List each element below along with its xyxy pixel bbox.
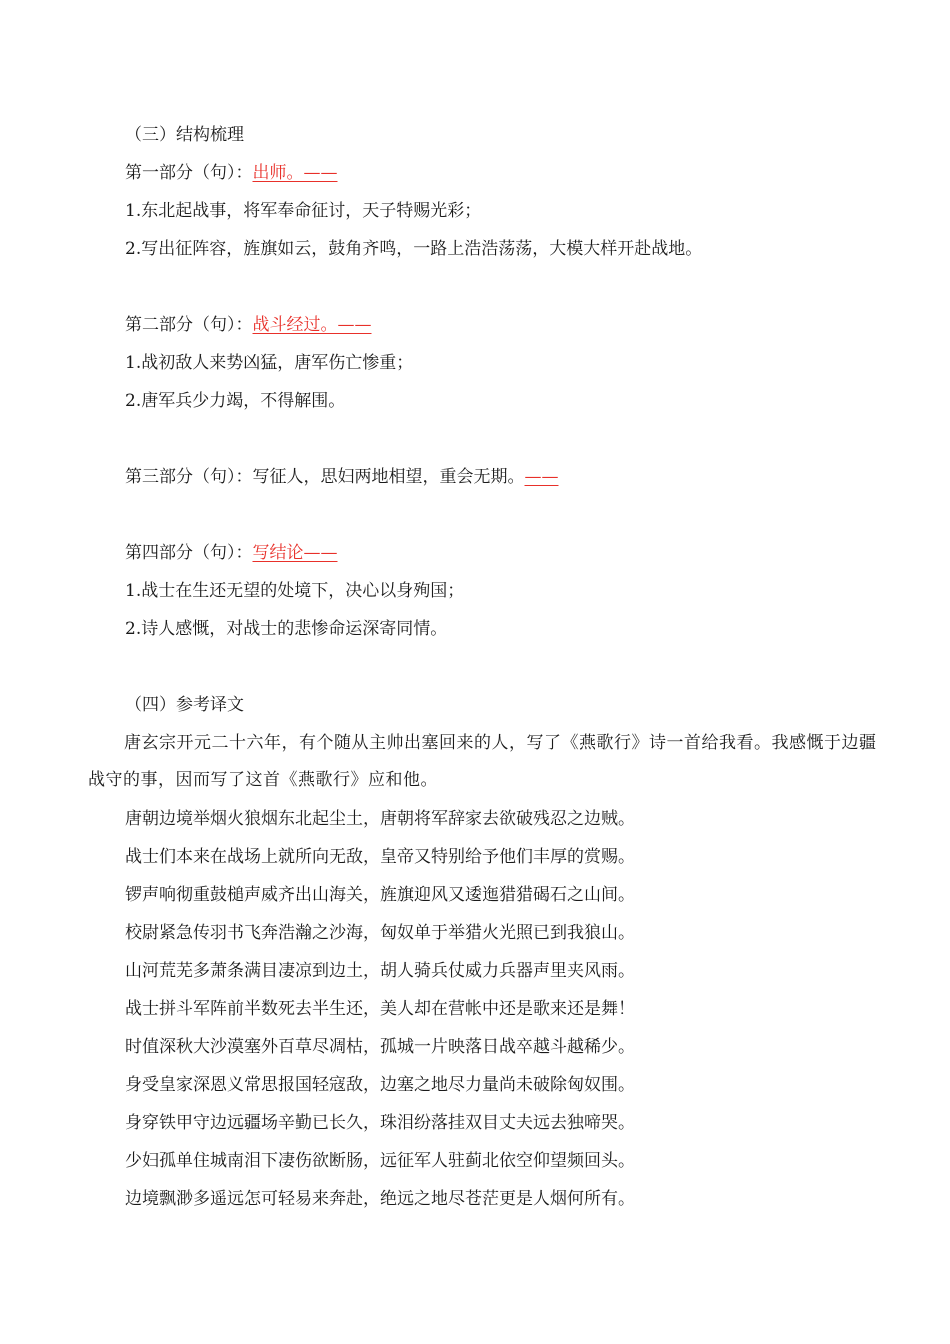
part4-item-2: 2.诗人感慨，对战士的悲惨命运深寄同情。 — [125, 619, 448, 639]
translation-line: 山河荒芜多萧条满目凄凉到边土，胡人骑兵仗威力兵器声里夹风雨。 — [125, 961, 635, 981]
translation-line: 锣声响彻重鼓槌声威齐出山海关，旌旗迎风又逶迤猎猎碣石之山间。 — [125, 885, 635, 905]
part3-title — [125, 465, 559, 489]
section-structure-heading: （三）结构梳理 — [125, 125, 244, 145]
part3-label: 第三部分（句）：写征人，思妇两地相望，重会无期。 — [125, 467, 525, 487]
part1-item-1: 1.东北起战事，将军奉命征讨，天子特赐光彩； — [125, 201, 482, 221]
part2-label: 第二部分（句）： — [125, 315, 253, 335]
part1-highlight: 出师。—— — [252, 163, 338, 183]
translation-line: 战士们本来在战场上就所向无敌，皇帝又特别给予他们丰厚的赏赐。 — [125, 847, 635, 867]
translation-line: 身受皇家深恩义常思报国轻寇敌，边塞之地尽力量尚未破除匈奴围。 — [125, 1075, 635, 1095]
section-translation-heading: （四）参考译文 — [125, 695, 244, 715]
part1-label: 第一部分（句）： — [125, 163, 253, 183]
part2-item-1: 1.战初敌人来势凶猛，唐军伤亡惨重； — [125, 353, 414, 373]
part4-title — [125, 541, 338, 565]
part3-highlight: —— — [524, 467, 559, 487]
translation-intro: 唐玄宗开元二十六年，有个随从主帅出塞回来的人，写了《燕歌行》诗一首给我看。我感慨于边疆战守的事，因而写了这首《燕歌行》应和他。 — [88, 733, 877, 790]
translation-line: 少妇孤单住城南泪下凄伤欲断肠，远征军人驻蓟北依空仰望频回头。 — [125, 1151, 635, 1171]
part4-highlight: 写结论—— — [252, 543, 338, 563]
translation-line: 边境飘渺多遥远怎可轻易来奔赴，绝远之地尽苍茫更是人烟何所有。 — [125, 1189, 635, 1209]
part1-item-2: 2.写出征阵容，旌旗如云，鼓角齐鸣，一路上浩浩荡荡，大模大样开赴战地。 — [125, 239, 703, 259]
part2-item-2: 2.唐军兵少力竭，不得解围。 — [125, 391, 346, 411]
part1-title — [125, 161, 338, 185]
part2-highlight: 战斗经过。—— — [252, 315, 372, 335]
translation-line: 唐朝边境举烟火狼烟东北起尘土，唐朝将军辞家去欲破残忍之边贼。 — [125, 809, 635, 829]
part4-label: 第四部分（句）： — [125, 543, 253, 563]
translation-line: 身穿铁甲守边远疆场辛勤已长久，珠泪纷落挂双目丈夫远去独啼哭。 — [125, 1113, 635, 1133]
translation-line: 时值深秋大沙漠塞外百草尽凋枯，孤城一片映落日战卒越斗越稀少。 — [125, 1037, 635, 1057]
part2-title — [125, 313, 372, 337]
part4-item-1: 1.战士在生还无望的处境下，决心以身殉国； — [125, 581, 465, 601]
translation-line: 战士拼斗军阵前半数死去半生还，美人却在营帐中还是歌来还是舞！ — [125, 999, 635, 1019]
translation-line: 校尉紧急传羽书飞奔浩瀚之沙海，匈奴单于举猎火光照已到我狼山。 — [125, 923, 635, 943]
